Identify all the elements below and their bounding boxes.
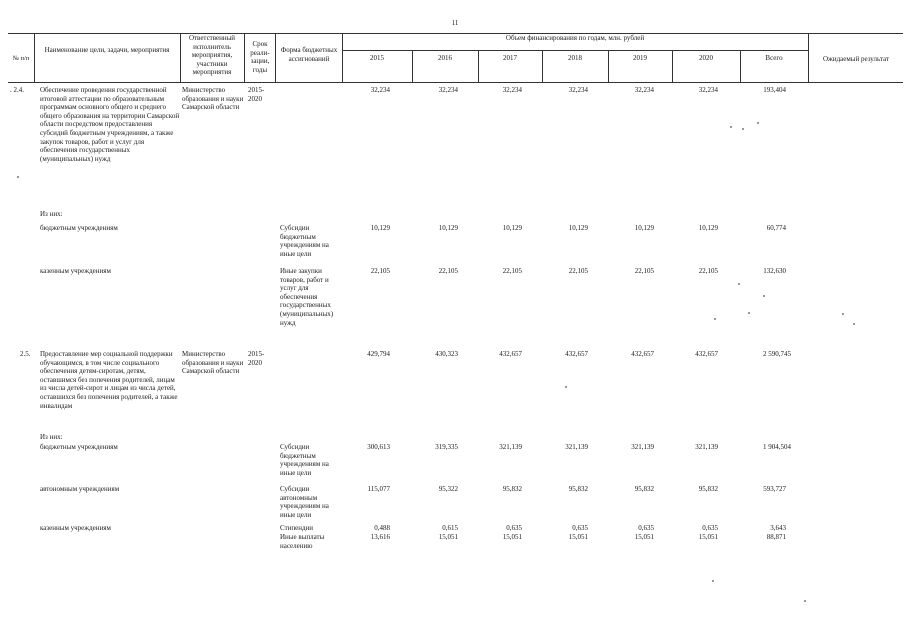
row-value: 15,051 [438, 533, 458, 541]
header-term: Срок реали-зации, годы [250, 40, 270, 74]
row-value: 321,139 [695, 443, 718, 451]
row-value: 432,657 [565, 350, 588, 358]
scan-speck [712, 580, 714, 582]
row-value: 22,105 [698, 267, 718, 275]
header-executor: Ответственный исполнитель мероприятия, участники мероприятия [188, 34, 236, 77]
row-value: 32,234 [502, 86, 522, 94]
header-divider [180, 33, 181, 83]
scan-speck [714, 318, 716, 320]
row-subheading: Из них: [40, 210, 63, 218]
row-value: 22,105 [438, 267, 458, 275]
row-value: 22,105 [370, 267, 390, 275]
row-value: 22,105 [502, 267, 522, 275]
row-value: 95,832 [568, 485, 588, 493]
header-year: 2020 [699, 54, 713, 62]
row-number: 2.5. [20, 350, 31, 358]
row-total: 132,630 [763, 267, 786, 275]
row-value: 32,234 [370, 86, 390, 94]
header-form: Форма бюджетных ассигнований [280, 46, 338, 63]
row-value: 95,832 [698, 485, 718, 493]
row-value: 321,139 [565, 443, 588, 451]
row-total: 88,871 [766, 533, 786, 541]
row-value: 430,323 [435, 350, 458, 358]
row-value: 10,129 [502, 224, 522, 232]
row-value: 321,139 [499, 443, 522, 451]
row-total: 193,404 [763, 86, 786, 94]
header-divider [34, 33, 35, 83]
row-form: Субсидии автономным учреждениям на иные цели [280, 485, 329, 519]
row-value: 0,488 [374, 524, 390, 532]
header-bottom-rule [8, 82, 903, 83]
row-value: 10,129 [370, 224, 390, 232]
header-year: 2017 [503, 54, 517, 62]
header-year: 2019 [633, 54, 647, 62]
scan-speck [804, 600, 806, 602]
row-form: Иные выплаты населению [280, 533, 325, 550]
header-year: 2016 [438, 54, 452, 62]
scan-speck [853, 323, 855, 325]
scan-speck [763, 295, 765, 297]
header-result: Ожидаемый результат [822, 55, 890, 63]
row-value: 10,129 [634, 224, 654, 232]
row-value: 15,051 [698, 533, 718, 541]
header-divider [244, 33, 245, 83]
row-name: автономным учреждениям [40, 485, 120, 493]
row-total: 1 904,504 [763, 443, 791, 451]
row-value: 10,129 [438, 224, 458, 232]
row-value: 432,657 [695, 350, 718, 358]
row-executor: Министерство образования и науки Самарской области [182, 86, 244, 112]
header-name: Наименование цели, задачи, мероприятия [44, 46, 170, 54]
row-value: 22,105 [634, 267, 654, 275]
row-value: 95,832 [634, 485, 654, 493]
row-subheading: Из них: [40, 433, 63, 441]
header-funding: Объем финансирования по годам, млн. рублей [505, 34, 645, 42]
scan-speck [842, 313, 844, 315]
row-value: 15,051 [634, 533, 654, 541]
row-value: 32,234 [634, 86, 654, 94]
row-value: 429,794 [367, 350, 390, 358]
row-value: 32,234 [568, 86, 588, 94]
row-value: 432,657 [631, 350, 654, 358]
row-total: 2 590,745 [763, 350, 791, 358]
scan-speck [757, 122, 759, 124]
scan-speck [565, 386, 567, 388]
row-value: 15,051 [568, 533, 588, 541]
row-value: 95,322 [438, 485, 458, 493]
row-value: 115,077 [367, 485, 390, 493]
row-term: 2015-2020 [248, 86, 265, 103]
scan-speck [742, 128, 744, 130]
row-value: 13,616 [370, 533, 390, 541]
row-name: бюджетным учреждениям [40, 224, 118, 232]
row-form: Иные закупки товаров, работ и услуг для обеспечения государственных (муниципальных) нужд [280, 267, 334, 327]
row-form: Субсидии бюджетным учреждениям на иные цели [280, 443, 329, 477]
row-value: 0,635 [638, 524, 654, 532]
row-value: 0,635 [702, 524, 718, 532]
row-value: 10,129 [568, 224, 588, 232]
header-divider [275, 33, 276, 83]
row-value: 0,635 [506, 524, 522, 532]
row-total: 3,643 [770, 524, 786, 532]
row-term: 2015-2020 [248, 350, 265, 367]
row-value: 22,105 [568, 267, 588, 275]
row-value: 10,129 [698, 224, 718, 232]
row-name: бюджетным учреждениям [40, 443, 118, 451]
row-value: 432,657 [499, 350, 522, 358]
row-total: 60,774 [766, 224, 786, 232]
header-total: Всего [765, 54, 783, 62]
row-name: казенным учреждениям [40, 267, 111, 275]
row-form: Стипендии [280, 524, 314, 532]
row-total: 593,727 [763, 485, 786, 493]
row-value: 32,234 [698, 86, 718, 94]
row-name: Предоставление мер социальной поддержки обучающимся, в том числе социального обеспечения детям-сиротам, детям, оставшимся без попечения родителей, лицам из числа детей-сирот и лицам из числа детей, оставшихся без попечения родителей, а также инвалидам [40, 350, 178, 410]
row-executor: Министерство образования и науки Самарской области [182, 350, 244, 376]
row-value: 321,139 [631, 443, 654, 451]
row-value: 0,635 [572, 524, 588, 532]
row-value: 32,234 [438, 86, 458, 94]
row-value: 15,051 [502, 533, 522, 541]
row-name: казенным учреждениям [40, 524, 111, 532]
scan-speck [738, 283, 740, 285]
row-value: 95,832 [502, 485, 522, 493]
page-number: 11 [451, 19, 459, 27]
row-value: 300,613 [367, 443, 390, 451]
scan-speck [748, 312, 750, 314]
header-year: 2015 [370, 54, 384, 62]
row-number: . 2.4. [10, 86, 24, 94]
header-divider [808, 33, 809, 83]
row-name: Обеспечение проведения государственной итоговой аттестации по образовательным программам основного общего и среднего общего образования на территории Самарской области посредством предоставления субсидий бюджетным учреждениям, а также закупок товаров, работ и услуг для обеспечения государственных (муниципальных) нужд [40, 86, 180, 163]
row-value: 0,615 [442, 524, 458, 532]
row-form: Субсидии бюджетным учреждениям на иные цели [280, 224, 329, 258]
header-year: 2018 [568, 54, 582, 62]
header-num: № п/п [12, 55, 30, 62]
scan-speck [17, 176, 19, 178]
scan-speck [730, 126, 732, 128]
row-value: 319,335 [435, 443, 458, 451]
